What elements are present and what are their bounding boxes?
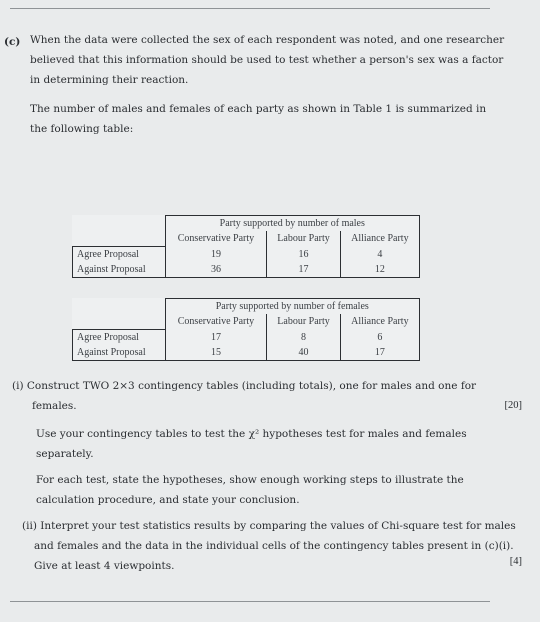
- males-cell: 12: [340, 262, 419, 278]
- males-row-label: Against Proposal: [73, 262, 166, 278]
- question-label: (c): [4, 36, 21, 48]
- females-row-label: Against Proposal: [73, 345, 166, 361]
- each-line: calculation procedure, and state your conclusion.: [36, 494, 300, 506]
- females-cell: 17: [340, 345, 419, 361]
- females-cell: 17: [165, 330, 267, 346]
- females-cell: 8: [267, 330, 340, 346]
- females-row-label: Agree Proposal: [73, 330, 166, 346]
- females-col-header: Labour Party: [267, 314, 340, 330]
- question-line: believed that this information should be used to test whether a person's sex was a factor: [30, 54, 504, 66]
- intro-line: The number of males and females of each party as shown in Table 1 is summarized in: [30, 103, 487, 115]
- part-i-text: [12, 376, 476, 416]
- bottom-divider: [10, 601, 490, 602]
- part-i-line: (i) Construct TWO 2×3 contingency tables (including totals), one for males and one for: [12, 380, 477, 392]
- males-cell: 16: [267, 247, 340, 263]
- males-col-header: Alliance Party: [340, 231, 419, 247]
- males-cell: 17: [267, 262, 340, 278]
- part-ii-line: (ii) Interpret your test statistics results by comparing the values of Chi-square test for males: [22, 520, 516, 532]
- females-cell: 6: [340, 330, 419, 346]
- part-ii-text: [22, 516, 516, 576]
- use-tables-text: [36, 424, 467, 464]
- males-row-label: Agree Proposal: [73, 247, 166, 263]
- part-ii-mark: [4]: [509, 556, 522, 567]
- part-i-line: females.: [32, 400, 77, 412]
- females-cell: 40: [267, 345, 340, 361]
- use-line: separately.: [36, 448, 94, 460]
- females-col-header: Conservative Party: [165, 314, 267, 330]
- intro-text: [30, 99, 486, 139]
- males-cell: 36: [165, 262, 267, 278]
- males-table-title: Party supported by number of males: [165, 216, 419, 232]
- males-cell: 19: [165, 247, 267, 263]
- question-line: When the data were collected the sex of each respondent was noted, and one researcher: [30, 34, 505, 46]
- part-ii-line: Give at least 4 viewpoints.: [34, 560, 175, 572]
- females-table-title: Party supported by number of females: [165, 299, 419, 315]
- males-col-header: Conservative Party: [165, 231, 267, 247]
- females-table: [72, 298, 420, 361]
- females-cell: 15: [165, 345, 267, 361]
- males-table: [72, 215, 420, 278]
- females-col-header: Alliance Party: [340, 314, 419, 330]
- males-cell: 4: [340, 247, 419, 263]
- question-text: [30, 30, 504, 90]
- each-line: For each test, state the hypotheses, show enough working steps to illustrate the: [36, 474, 464, 486]
- intro-line: the following table:: [30, 123, 134, 135]
- question-line: in determining their reaction.: [30, 74, 189, 86]
- top-divider: [10, 8, 490, 9]
- males-col-header: Labour Party: [267, 231, 340, 247]
- use-line: Use your contingency tables to test the χ² hypotheses test for males and females: [36, 428, 467, 440]
- part-ii-line: and females and the data in the individual cells of the contingency tables present in (c)(i).: [34, 540, 514, 552]
- each-test-text: [36, 470, 464, 510]
- part-i-mark: [20]: [504, 400, 522, 411]
